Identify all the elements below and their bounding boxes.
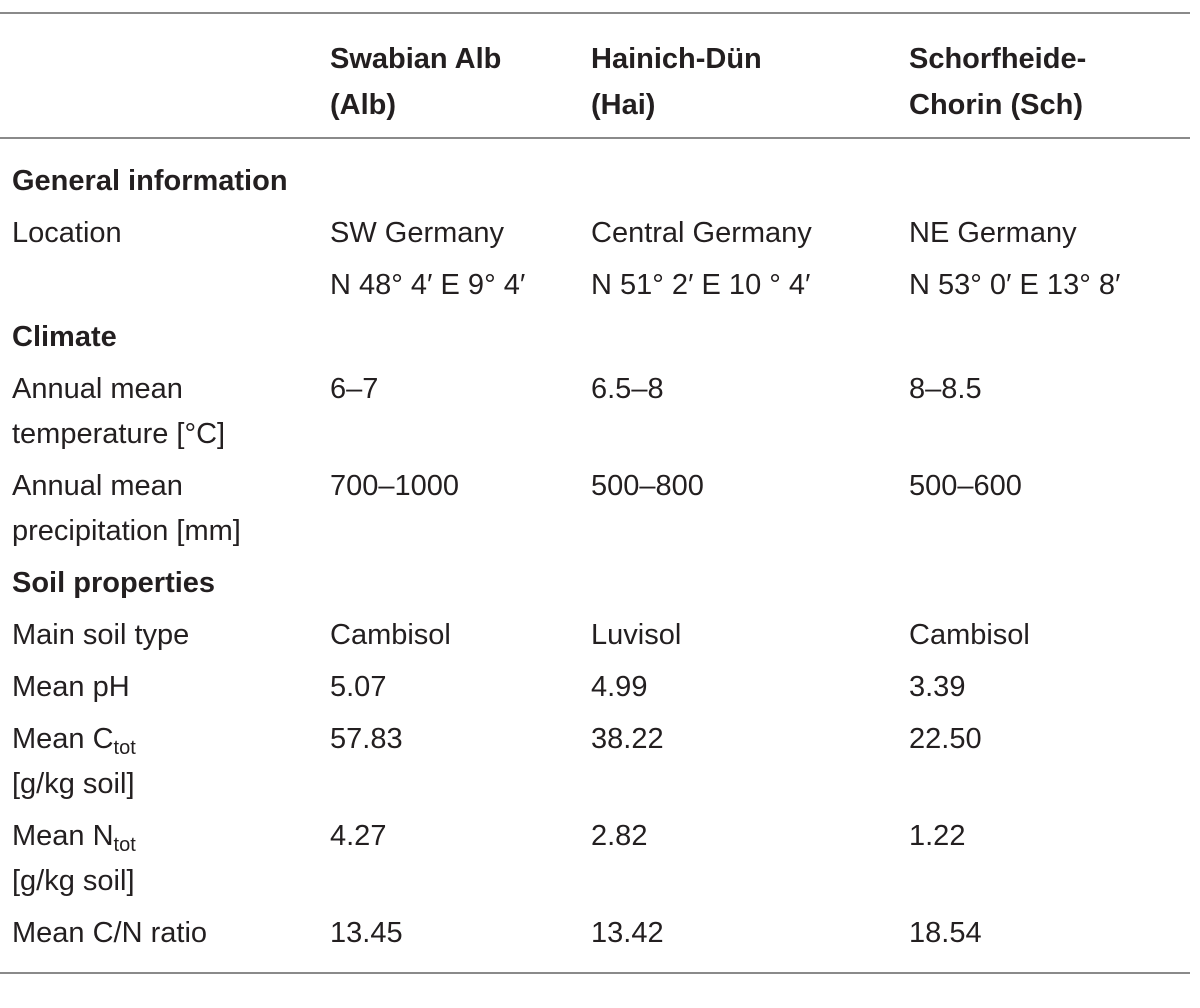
row-label — [0, 460, 318, 557]
row-label-line1 — [12, 814, 318, 859]
header-alb-line2: (Alb) — [330, 89, 397, 121]
table-row-ph — [0, 661, 1190, 713]
section-row-soil — [0, 557, 1190, 609]
table-body — [0, 138, 1190, 973]
cell-sch: NE Germany — [909, 217, 1077, 249]
cell-hai: 38.22 — [591, 723, 664, 755]
cell-alb: 700–1000 — [330, 470, 460, 502]
row-label — [0, 810, 318, 907]
table-row-coordinates — [0, 259, 1190, 311]
cell-hai: 500–800 — [591, 470, 704, 502]
cell-sch: 8–8.5 — [909, 373, 982, 405]
cell-hai: N 51° 2′ E 10 ° 4′ — [591, 269, 811, 301]
cell-alb: SW Germany — [330, 217, 505, 249]
row-label: Mean pH — [12, 671, 130, 703]
cell-hai: Luvisol — [591, 619, 682, 651]
row-label-subscript: tot — [113, 834, 136, 856]
row-label-line1: Annual mean — [12, 373, 183, 405]
section-row-general — [0, 138, 1190, 207]
section-title-general: General information — [12, 165, 288, 197]
row-label-line1: Annual mean — [12, 470, 183, 502]
header-hai-line1: Hainich-Dün — [591, 43, 762, 75]
cell-sch: 1.22 — [909, 820, 966, 852]
header-sch-line2: Chorin (Sch) — [909, 89, 1083, 121]
header-sch-line1: Schorfheide- — [909, 43, 1087, 75]
row-label-line1 — [12, 717, 318, 762]
cell-sch: 22.50 — [909, 723, 982, 755]
header-alb — [318, 13, 579, 138]
cell-alb: 6–7 — [330, 373, 379, 405]
cell-hai: 2.82 — [591, 820, 648, 852]
cell-alb: 4.27 — [330, 820, 387, 852]
cell-hai: 6.5–8 — [591, 373, 664, 405]
row-label-line2: precipitation [mm] — [12, 515, 241, 547]
cell-alb: 57.83 — [330, 723, 403, 755]
table-row-ntot — [0, 810, 1190, 907]
cell-sch: N 53° 0′ E 13° 8′ — [909, 269, 1121, 301]
site-characteristics-table — [0, 12, 1190, 974]
cell-sch: Cambisol — [909, 619, 1030, 651]
header-hai-line2: (Hai) — [591, 89, 656, 121]
cell-sch: 3.39 — [909, 671, 966, 703]
row-label: Mean C/N ratio — [12, 917, 208, 949]
section-title-climate: Climate — [12, 321, 117, 353]
row-label-line2: [g/kg soil] — [12, 768, 135, 800]
cell-alb: 5.07 — [330, 671, 387, 703]
row-label: Location — [12, 217, 122, 249]
table-row-cn-ratio — [0, 907, 1190, 973]
section-row-climate — [0, 311, 1190, 363]
table-header — [0, 13, 1190, 138]
header-sch — [897, 13, 1190, 138]
row-label-prefix: Mean C — [12, 723, 114, 755]
cell-sch: 18.54 — [909, 917, 982, 949]
row-label — [0, 363, 318, 460]
cell-hai: 13.42 — [591, 917, 664, 949]
row-label-line2: temperature [°C] — [12, 418, 226, 450]
table-row-precipitation — [0, 460, 1190, 557]
row-label-subscript: tot — [113, 737, 136, 759]
section-title-soil: Soil properties — [12, 567, 216, 599]
table-row-location — [0, 207, 1190, 259]
cell-alb: Cambisol — [330, 619, 451, 651]
row-label-prefix: Mean N — [12, 820, 114, 852]
header-row — [0, 13, 1190, 138]
cell-alb: 13.45 — [330, 917, 403, 949]
row-label — [0, 713, 318, 810]
header-hai — [579, 13, 897, 138]
table-row-temperature — [0, 363, 1190, 460]
cell-alb: N 48° 4′ E 9° 4′ — [330, 269, 526, 301]
row-label: Main soil type — [12, 619, 190, 651]
table-row-ctot — [0, 713, 1190, 810]
table-row-soil-type — [0, 609, 1190, 661]
row-label — [0, 259, 318, 311]
cell-hai: 4.99 — [591, 671, 648, 703]
cell-hai: Central Germany — [591, 217, 812, 249]
cell-sch: 500–600 — [909, 470, 1022, 502]
header-empty-cell — [0, 13, 318, 138]
header-alb-line1: Swabian Alb — [330, 43, 502, 75]
row-label-line2: [g/kg soil] — [12, 865, 135, 897]
